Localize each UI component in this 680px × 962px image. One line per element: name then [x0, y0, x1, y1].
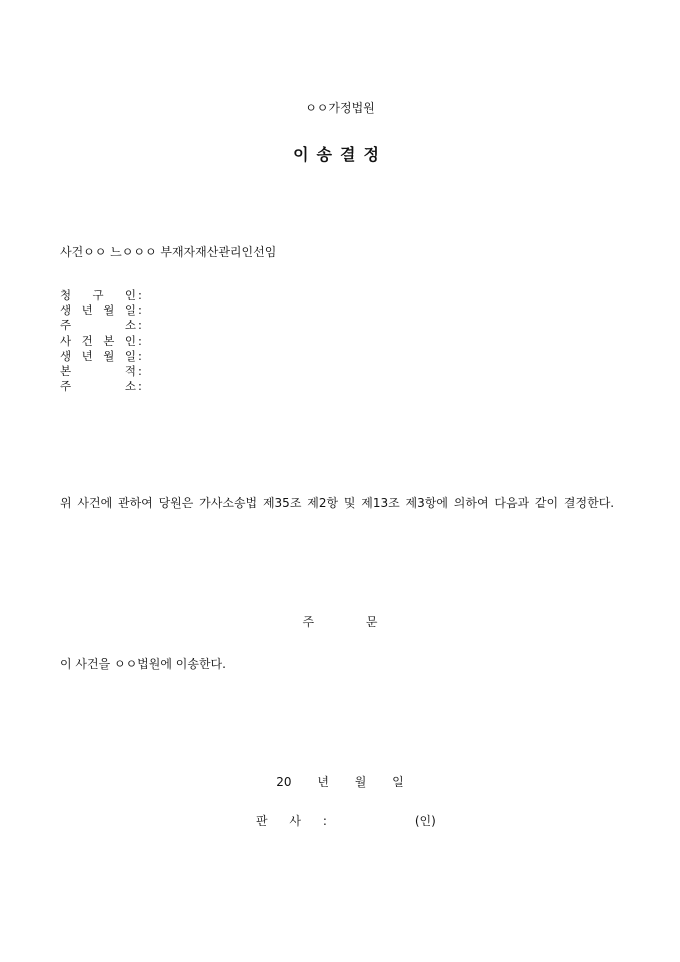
court-name: ㅇㅇ가정법원	[305, 101, 375, 115]
case-line: 사건ㅇㅇ 느ㅇㅇㅇ 부재자재산관리인선임	[60, 245, 277, 259]
party-colon: :	[138, 303, 142, 318]
decision-body: 위 사건에 관하여 당원은 가사소송법 제35조 제2항 및 제13조 제3항에 의하여 다음과 같이 결정한다.	[60, 496, 615, 510]
jumun-heading: 주 문	[302, 615, 378, 629]
date-line: 20 년 월 일	[276, 775, 404, 789]
party-list	[60, 288, 142, 394]
party-row	[60, 318, 142, 333]
judge-label: 판 사 :	[256, 814, 327, 828]
party-label: 청 구 인	[60, 288, 136, 302]
seal-mark: (인)	[414, 814, 436, 828]
party-row	[60, 349, 142, 364]
party-row	[60, 303, 142, 318]
party-colon: :	[138, 333, 142, 348]
party-label: 생 년 월 일	[60, 303, 136, 318]
party-colon: :	[138, 364, 142, 379]
party-label: 본 적	[60, 364, 136, 379]
party-row	[60, 334, 142, 349]
party-label: 생 년 월 일	[60, 348, 136, 363]
party-colon: :	[138, 348, 142, 363]
order-text: 이 사건을 ㅇㅇ법원에 이송한다.	[60, 657, 226, 671]
party-row	[60, 379, 142, 394]
judge-signature	[256, 812, 436, 829]
party-label: 주 소	[60, 318, 136, 333]
party-colon: :	[138, 288, 142, 302]
party-colon: :	[138, 318, 142, 333]
party-row	[60, 288, 142, 303]
party-label: 사 건 본 인	[60, 333, 136, 348]
document-title: 이송결정	[293, 145, 387, 164]
party-colon: :	[138, 379, 142, 394]
party-label: 주 소	[60, 379, 136, 394]
party-row	[60, 364, 142, 379]
